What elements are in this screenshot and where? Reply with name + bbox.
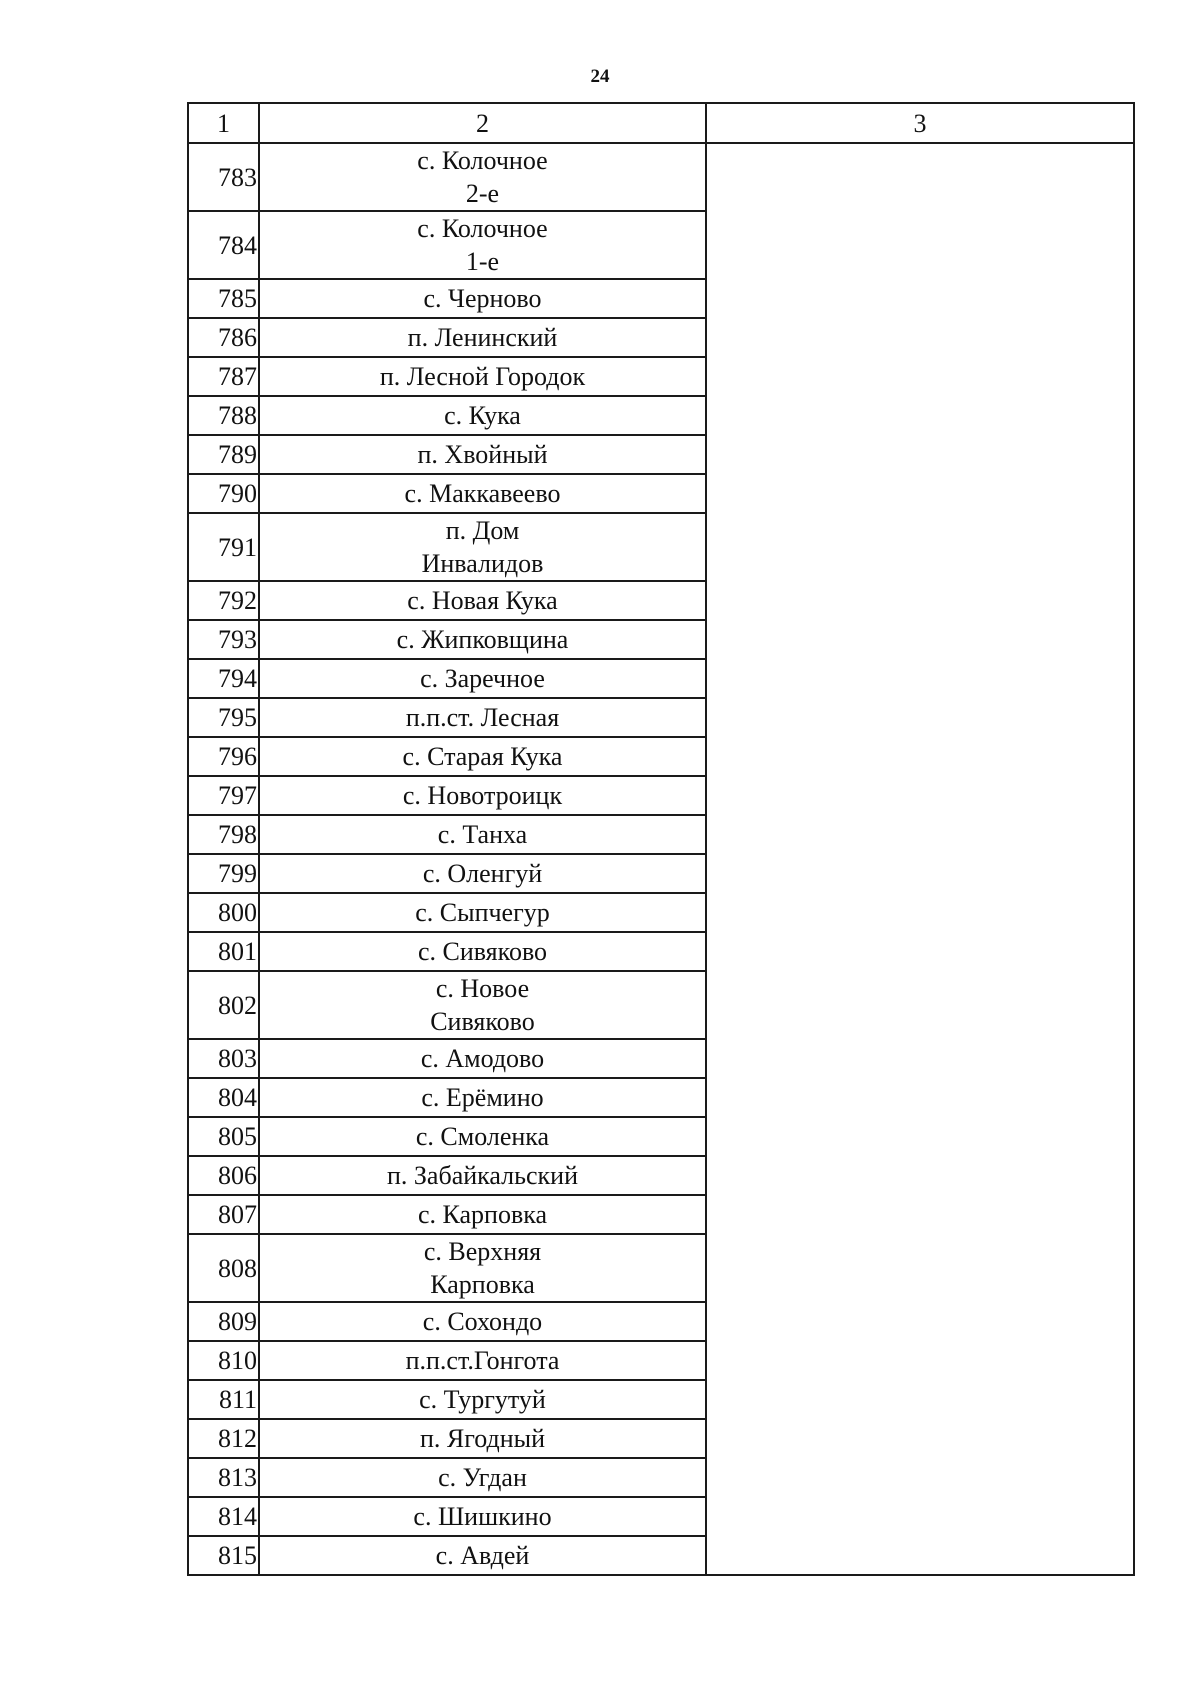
settlement-name-cell [259, 474, 706, 513]
row-number-cell: 807 [188, 1195, 259, 1234]
row-number-cell: 794 [188, 659, 259, 698]
settlement-name-cell [259, 435, 706, 474]
settlement-name-cell [259, 698, 706, 737]
settlement-name-line: с. Колочное [417, 214, 548, 243]
row-number-cell: 783 [188, 143, 259, 211]
settlement-name-cell [259, 659, 706, 698]
settlement-name-cell [259, 737, 706, 776]
settlement-name-line: с. Сыпчегур [415, 898, 550, 927]
settlement-name-cell [259, 279, 706, 318]
settlement-name-cell [259, 1380, 706, 1419]
row-number-cell: 789 [188, 435, 259, 474]
settlement-name-line: с. Маккавеево [404, 479, 561, 508]
settlement-name-cell [259, 1039, 706, 1078]
row-number-cell: 800 [188, 893, 259, 932]
row-number-cell: 785 [188, 279, 259, 318]
settlement-name-line: с. Новая Кука [407, 586, 558, 615]
settlement-name-cell [259, 1234, 706, 1302]
settlement-name-cell [259, 513, 706, 581]
settlement-name-line: Сивяково [430, 1007, 535, 1036]
row-number-cell: 813 [188, 1458, 259, 1497]
settlement-name-cell [259, 1156, 706, 1195]
row-number-cell: 811 [188, 1380, 259, 1419]
settlement-name-line: с. Новотроицк [402, 781, 563, 810]
settlement-name-line: с. Амодово [420, 1044, 545, 1073]
settlement-name-line: 2-е [465, 179, 500, 208]
settlement-name-cell [259, 143, 706, 211]
row-number-cell: 801 [188, 932, 259, 971]
row-number-cell: 810 [188, 1341, 259, 1380]
settlement-name-cell [259, 776, 706, 815]
table-body [188, 103, 1134, 1575]
row-number-cell: 791 [188, 513, 259, 581]
settlement-name-cell [259, 1302, 706, 1341]
row-number-cell: 803 [188, 1039, 259, 1078]
row-number-cell: 814 [188, 1497, 259, 1536]
row-number-cell: 797 [188, 776, 259, 815]
settlement-name-line: п. Дом [445, 516, 520, 545]
settlement-name-cell [259, 1117, 706, 1156]
settlement-name-line: п. Лесной Городок [379, 362, 586, 391]
settlement-name-cell [259, 620, 706, 659]
row-number-cell: 805 [188, 1117, 259, 1156]
column-header-1: 1 [188, 103, 259, 143]
row-number-cell: 795 [188, 698, 259, 737]
table-row [188, 143, 1134, 211]
settlement-name-line: с. Оленгуй [422, 859, 543, 888]
settlement-name-line: с. Жипковщина [396, 625, 569, 654]
settlement-name-line: с. Черново [423, 284, 542, 313]
column-header-3: 3 [706, 103, 1134, 143]
settlement-name-line: с. Колочное [417, 146, 548, 175]
page-number: 24 [590, 66, 610, 87]
row-number-cell: 786 [188, 318, 259, 357]
table-header-row [188, 103, 1134, 143]
settlement-name-cell [259, 318, 706, 357]
settlement-name-cell [259, 971, 706, 1039]
row-number-cell: 788 [188, 396, 259, 435]
settlement-name-cell [259, 815, 706, 854]
settlement-name-line: п.п.ст. Лесная [405, 703, 560, 732]
settlement-name-cell [259, 581, 706, 620]
settlement-name-cell [259, 211, 706, 279]
settlement-name-cell [259, 1419, 706, 1458]
settlement-name-line: с. Заречное [420, 664, 545, 693]
settlement-name-line: с. Ерёмино [421, 1083, 544, 1112]
settlement-name-line: с. Новое [435, 974, 530, 1003]
row-number-cell: 815 [188, 1536, 259, 1575]
row-number-cell: 809 [188, 1302, 259, 1341]
row-number-cell: 793 [188, 620, 259, 659]
settlement-name-line: с. Шишкино [413, 1502, 552, 1531]
settlement-name-cell [259, 357, 706, 396]
settlement-name-line: с. Сивяково [417, 937, 548, 966]
settlement-name-line: с. Тургутуй [419, 1385, 546, 1414]
settlement-name-cell [259, 932, 706, 971]
row-number-cell: 798 [188, 815, 259, 854]
settlement-name-line: с. Угдан [438, 1463, 527, 1492]
settlement-name-line: с. Верхняя [423, 1237, 542, 1266]
settlement-name-cell [259, 1078, 706, 1117]
column-3-empty-cell [706, 143, 1134, 1575]
settlement-name-cell [259, 396, 706, 435]
row-number-cell: 804 [188, 1078, 259, 1117]
settlement-name-line: п. Хвойный [417, 440, 548, 469]
settlement-name-line: Карповка [430, 1270, 535, 1299]
settlement-name-line: п. Ягодный [419, 1424, 546, 1453]
settlement-name-line: с. Карповка [417, 1200, 548, 1229]
settlement-name-cell [259, 1497, 706, 1536]
settlement-name-line: п. Забайкальский [386, 1161, 578, 1190]
settlement-name-line: с. Танха [437, 820, 528, 849]
row-number-cell: 792 [188, 581, 259, 620]
row-number-cell: 812 [188, 1419, 259, 1458]
settlement-name-line: п. Ленинский [407, 323, 558, 352]
row-number-cell: 806 [188, 1156, 259, 1195]
settlement-name-line: с. Авдей [435, 1541, 530, 1570]
row-number-cell: 790 [188, 474, 259, 513]
settlement-name-line: с. Кука [444, 401, 521, 430]
row-number-cell: 787 [188, 357, 259, 396]
settlement-name-line: с. Сохондо [422, 1307, 543, 1336]
settlement-name-line: п.п.ст.Гонгота [405, 1346, 560, 1375]
settlement-name-cell [259, 1341, 706, 1380]
settlement-name-cell [259, 854, 706, 893]
row-number-cell: 796 [188, 737, 259, 776]
settlement-name-cell [259, 1458, 706, 1497]
settlement-name-line: с. Смоленка [415, 1122, 550, 1151]
row-number-cell: 784 [188, 211, 259, 279]
settlement-name-line: Инвалидов [421, 549, 544, 578]
settlements-table [187, 102, 1135, 1576]
column-header-2: 2 [259, 103, 706, 143]
settlement-name-line: с. Старая Кука [402, 742, 563, 771]
row-number-cell: 808 [188, 1234, 259, 1302]
settlement-name-cell [259, 1195, 706, 1234]
settlement-name-cell [259, 1536, 706, 1575]
row-number-cell: 799 [188, 854, 259, 893]
settlement-name-cell [259, 893, 706, 932]
row-number-cell: 802 [188, 971, 259, 1039]
settlement-name-line: 1-е [465, 247, 500, 276]
